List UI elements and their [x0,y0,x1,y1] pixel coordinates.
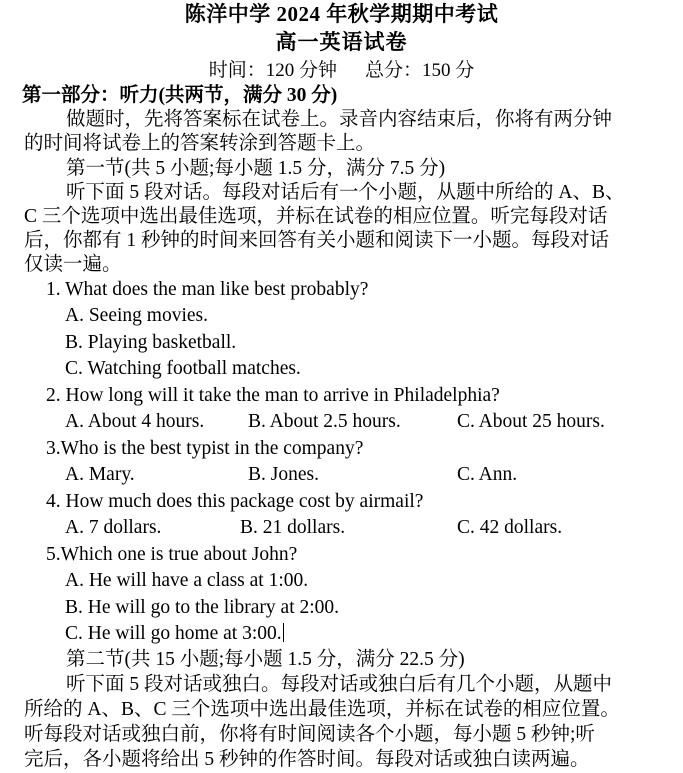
part1-instruction-line: 做题时，先将答案标在试卷上。录音内容结束后，你将有两分钟 [66,109,613,130]
section1-instruction-line: 听下面 5 段对话。每段对话后有一个小题，从题中所给的 A、B、 [66,182,625,203]
section1-instruction-line: 后，你都有 1 秒钟的时间来回答有关小题和阅读下一小题。每段对话 [24,230,610,251]
option-a: A. 7 dollars. [65,517,162,538]
option-c: C. About 25 hours. [457,411,605,432]
exam-subtitle: 高一英语试卷 [275,30,408,54]
question-stem: 2. How long will it take the man to arrive in Philadelphia? [46,385,500,406]
part1-heading: 第一部分：听力(共两节，满分 30 分) [22,85,338,106]
part1-instruction-line: 的时间将试卷上的答案转涂到答题卡上。 [24,133,376,154]
option-b: B. Playing basketball. [65,332,237,353]
question-stem: 5.Which one is true about John? [46,544,298,565]
option-a: A. Seeing movies. [65,305,208,326]
section2-heading: 第二节(共 15 小题;每小题 1.5 分，满分 22.5 分) [66,649,465,670]
section1-instruction-line: C 三个选项中选出最佳选项，并标在试卷的相应位置。听完每段对话 [24,206,608,227]
option-a: A. About 4 hours. [65,411,205,432]
option-b: B. He will go to the library at 2:00. [65,597,340,618]
exam-title: 陈洋中学 2024 年秋学期期中考试 [184,2,499,26]
text-cursor [283,623,284,642]
option-c: C. Watching football matches. [65,358,301,379]
option-c: C. He will go home at 3:00. [65,623,282,644]
question-stem: 4. How much does this package cost by airmail? [46,491,424,512]
section1-instruction-line: 仅读一遍。 [24,254,122,275]
option-a: A. Mary. [65,464,135,485]
option-a: A. He will have a class at 1:00. [65,570,309,591]
option-c: C. 42 dollars. [457,517,563,538]
option-b: B. Jones. [248,464,319,485]
section2-instruction-line: 听下面 5 段对话或独白。每段对话或独白后有几个小题，从题中 [66,674,613,695]
section2-instruction-line: 完后，各小题将给出 5 秒钟的作答时间。每段对话或独白读两遍。 [24,749,590,770]
question-stem: 1. What does the man like best probably? [46,279,369,300]
option-c-row [65,622,284,646]
question-stem: 3.Who is the best typist in the company? [46,438,364,459]
option-c: C. Ann. [457,464,518,485]
exam-time: 时间：120 分钟 [208,60,337,81]
section2-instruction-line: 听每段对话或独白前，你将有时间阅读各个小题，每小题 5 秒钟;听 [24,724,595,745]
section2-instruction-line: 所给的 A、B、C 三个选项中选出最佳选项，并标在试卷的相应位置。 [24,699,620,720]
section1-heading: 第一节(共 5 小题;每小题 1.5 分，满分 7.5 分) [66,158,446,179]
option-b: B. 21 dollars. [240,517,346,538]
option-b: B. About 2.5 hours. [248,411,401,432]
exam-meta [0,59,683,83]
exam-score: 总分：150 分 [365,60,475,81]
